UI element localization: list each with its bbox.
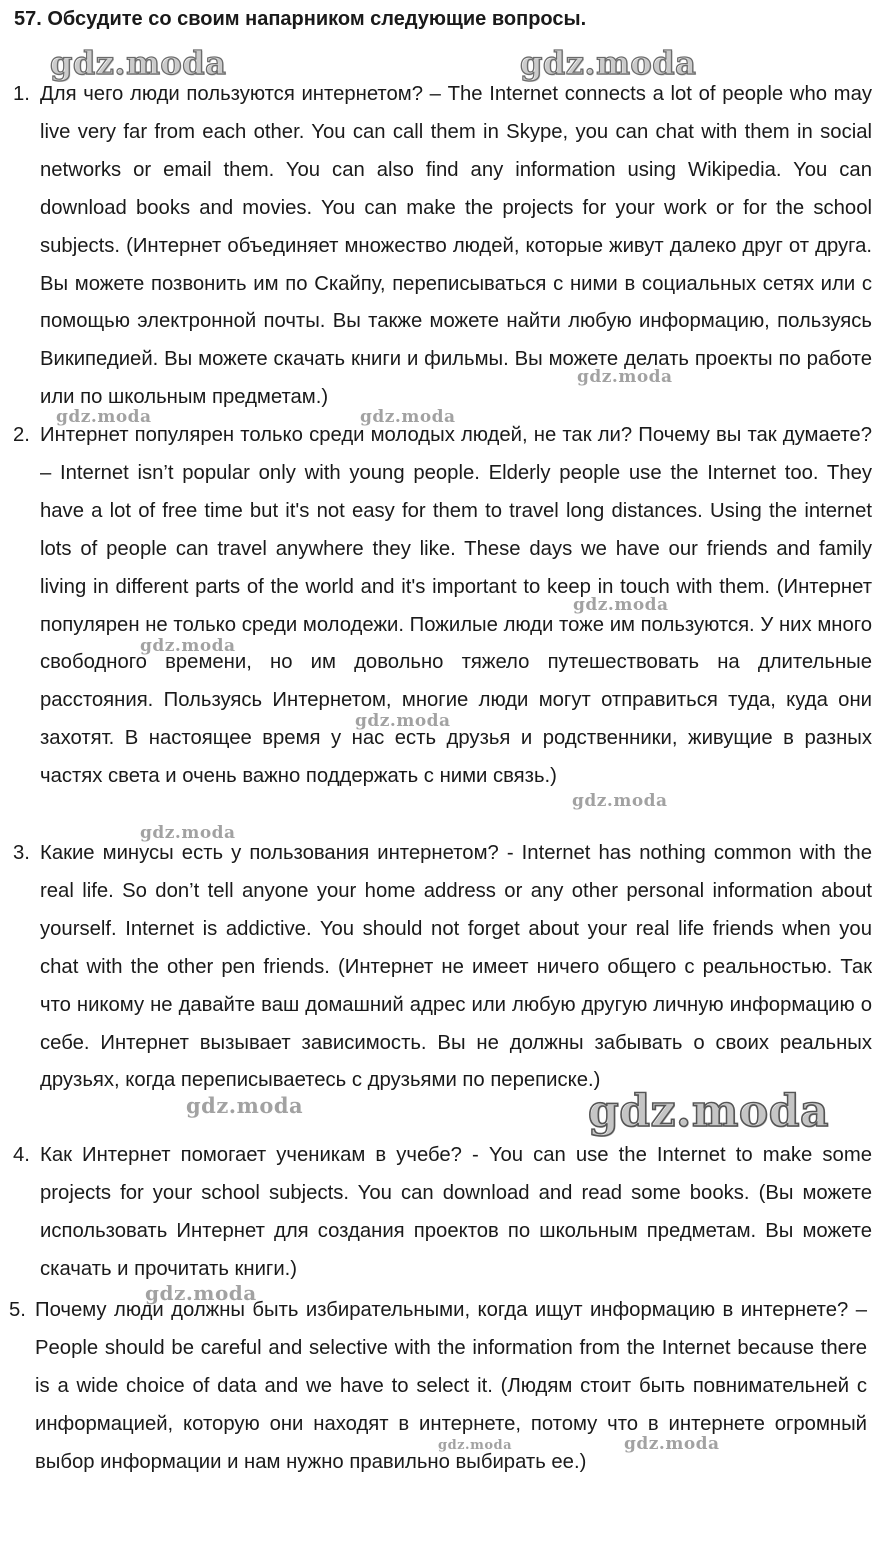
answer-item [9, 1292, 867, 1482]
item-number: 3. [13, 842, 30, 864]
answer-item [13, 835, 872, 1100]
item-number: 2. [13, 424, 30, 446]
watermark: gdz.moda [140, 636, 236, 656]
item-number: 4. [13, 1144, 30, 1166]
item-text: Какие минусы есть у пользования интернетом? - Internet has nothing common with the real life. So don’t tell anyone your home address or any other personal information about yourself. Internet is addictive. You should not forget about your real life friends when you chat with the other pen friends. (Интернет не имеет ничего общего с реальностью. Так что никому не давайте ваш домашний адрес или любую другую личную информацию о себе. Интернет вызывает зависимость. Вы не должны забывать о своих реальных друзьях, когда переписываетесь с друзьями по переписке.) [40, 842, 872, 1092]
watermark: gdz.moda [438, 1438, 513, 1453]
watermark: gdz.moda [145, 1281, 257, 1305]
answer-item [13, 417, 872, 796]
item-text: Как Интернет помогает ученикам в учебе? - You can use the Internet to make some projects for your school subjects. You can download and read some books. (Вы можете использовать Интернет для создания проектов по школьным предметам. Вы можете скачать и прочитать книги.) [40, 1144, 872, 1280]
item-number: 5. [9, 1299, 26, 1321]
watermark: gdz.moda [577, 367, 673, 387]
item-text: Интернет популярен только среди молодых людей, не так ли? Почему вы так думаете? – Internet isn’t popular only with young people. Elderly people use the Internet too. They have a lot of free time but it's not easy for them to travel long distances. Using the internet lots of people can travel anywhere they like. These days we have our friends and family living in different parts of the world and it's important to keep in touch with them. (Интернет популярен не только среди молодежи. Пожилые люди тоже им пользуются. У них много свободного времени, но им довольно тяжело путешествовать на длительные расстояния. Пользуясь Интернетом, многие люди могут отправиться туда, куда они захотят. В настоящее время у нас есть друзья и родственники, живущие в разных частях света и очень важно поддержать с ними связь.) [40, 424, 872, 788]
watermark: gdz.moda [50, 44, 227, 82]
exercise-heading: 57. Обсудите со своим напарником следующие вопросы. [14, 8, 587, 30]
item-text: Для чего люди пользуются интернетом? – The Internet connects a lot of people who may live very far from each other. You can call them in Skype, you can chat with them in social networks or email them. You can also find any information using Wikipedia. You can download books and movies. You can make the projects for your work or for the school subjects. (Интернет объединяет множество людей, которые живут далеко друг от друга. Вы можете позвонить им по Скайпу, переписываться с ними в социальных сетях или с помощью электронной почты. Вы также можете найти любую информацию, пользуясь Википедией. Вы можете скачать книги и фильмы. Вы можете делать проекты по работе или по школьным предметам.) [40, 83, 872, 409]
item-number: 1. [13, 83, 30, 105]
watermark: gdz.moda [573, 595, 669, 615]
watermark: gdz.moda [520, 44, 697, 82]
answer-item [13, 76, 872, 417]
answer-item [13, 1137, 872, 1289]
watermark: gdz.moda [355, 711, 451, 731]
watermark: gdz.moda [588, 1086, 830, 1137]
watermark: gdz.moda [140, 823, 236, 843]
item-text: Почему люди должны быть избирательными, когда ищут информацию в интернете? – People should be careful and selective with the information from the Internet because there is a wide choice of data and we have to select it. (Людям стоит быть повнимательней с информацией, которую они находят в интернете, потому что в интернете огромный выбор информации и нам нужно правильно выбирать ее.) [35, 1299, 867, 1473]
watermark: gdz.moda [56, 407, 152, 427]
watermark: gdz.moda [624, 1434, 720, 1454]
watermark: gdz.moda [360, 407, 456, 427]
watermark: gdz.moda [186, 1093, 304, 1118]
watermark: gdz.moda [572, 791, 668, 811]
